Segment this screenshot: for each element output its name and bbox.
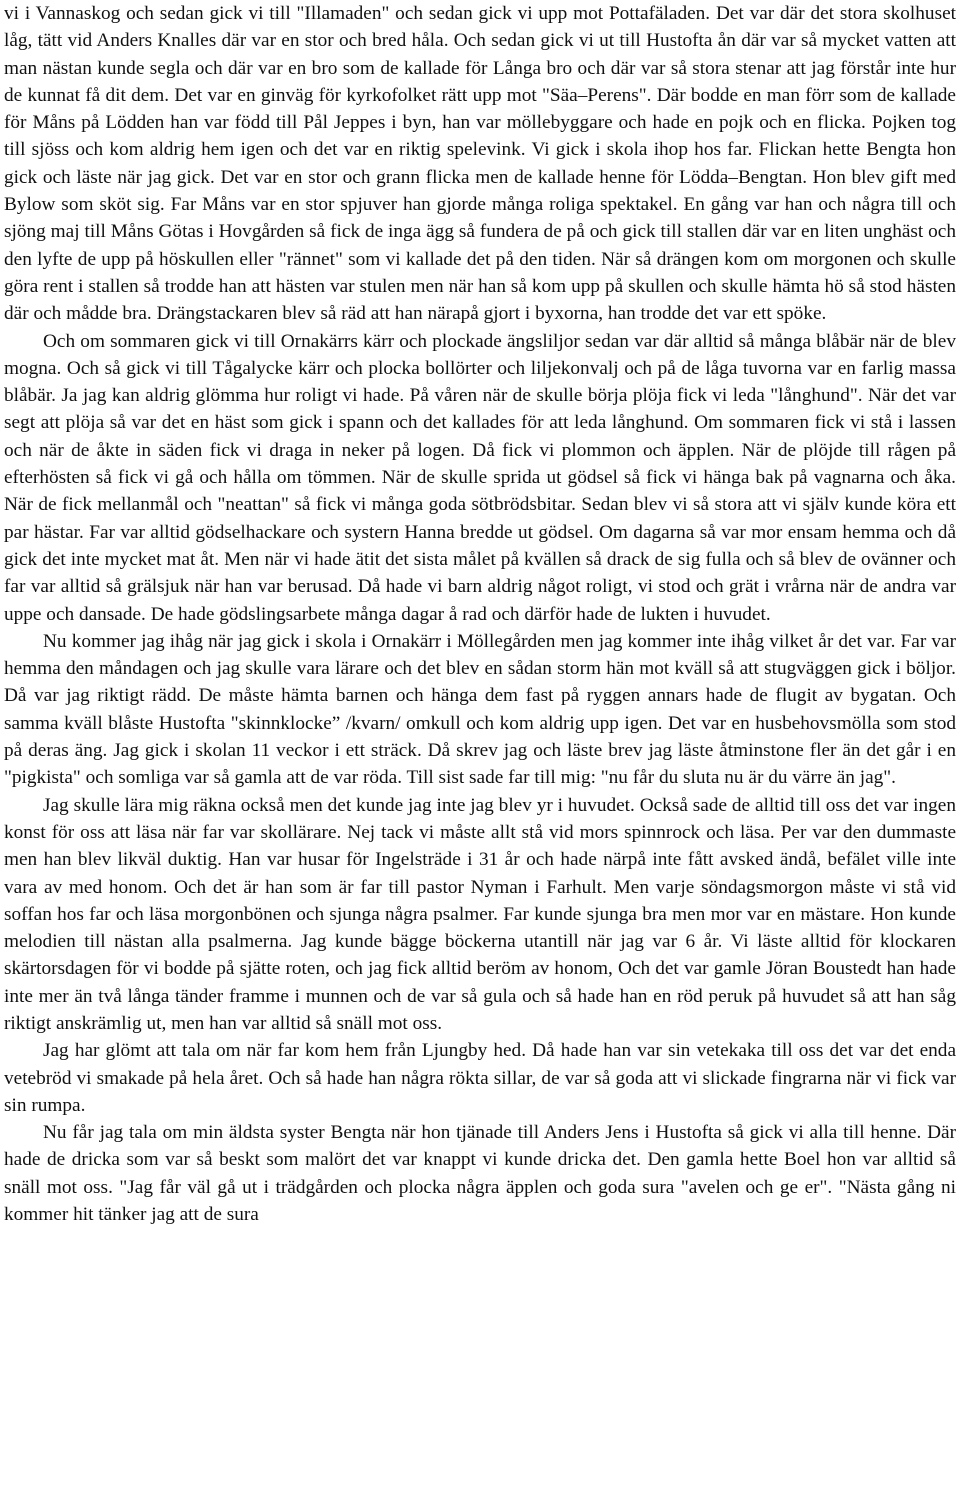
paragraph-5: Jag har glömt att tala om när far kom hem från Ljungby hed. Då hade han var sin vetekaka till oss det var det enda vetebröd vi smakade på hela året. Och så hade han några rökta sillar, de var så goda att vi slickade fingrarna när vi fick var sin rumpa.: [4, 1040, 956, 1116]
paragraph-2: Och om sommaren gick vi till Ornakärrs kärr och plockade ängsliljor sedan var där alltid så många blåbär när de blev mogna. Och så gick vi till Tågalycke kärr och plocka bollörter och liljekonvalj och på de låga tuvorna var en farlig massa blåbär. Ja jag kan aldrig glömma hur roligt vi hade. På våren när de skulle börja plöja fick vi leda "långhund". När det var segt att plöja så var det en häst som gick i spann och det kallades för att leda långhund. Om sommaren fick vi stå i lassen och när de åkte in säden fick vi draga in neker på logen. Då fick vi plommon och äpplen. När de plöjde till rågen på efterhösten så fick vi gå och hålla om tömmen. När de skulle sprida ut gödsel så fick vi hänga bak på vagnarna och åka. När de fick mellanmål och "neattan" så fick vi många goda sötbrödsbitar. Sedan blev vi så stora att vi själv kunde köra ett par hästar. Far var alltid gödselhackare och systern Hanna bredde ut gödsel. Om dagarna så var mor ensam hemma och då gick det inte mycket mat åt. Men när vi hade ätit det sista målet på kvällen så drack de sig fulla och så blev de ovänner och far var alltid så grälsjuk när han var berusad. Då hade vi barn aldrig något roligt, vi stod och grät i vrårna när de andra var uppe och dansade. De hade gödslingsarbete många dagar å rad och därför hade de lukten i huvudet.: [4, 330, 956, 625]
paragraph-1: vi i Vannaskog och sedan gick vi till "Illamaden" och sedan gick vi upp mot Pottafäladen. Det var där det stora skolhuset låg, tätt vid Anders Knalles där var en stor och bred håla. Och sedan gick vi ut till Hustofta ån där var så mycket vatten att man nästan kunde segla och där var en bro som de kallade för Långa bro och där var så stora stenar att jag förstår inte hur de kunnat få dit dem. Det var en ginväg för kyrkofolket rätt upp mot "Säa–Perens". Där bodde en man förr som de kallade för Måns på Lödden han var född till Pål Jeppes i byn, han var möllebyggare och hade en pojk och en flicka. Pojken tog till sjöss och kom aldrig hem igen och det var en riktig spelevink. Vi gick i skola ihop hos far. Flickan hette Bengta hon gick och läste när jag gick. Det var en stor och grann flicka men de kallade henne för Lödda–Bengtan. Hon blev gift med Bylow som sköt sig. Far Måns var en stor spjuver han gjorde många roliga spektakel. En gång var han och några till och sjöng maj till Måns Götas i Hovgården så fick de inga ägg så fundera de på och gick till stallen där var en liten unghäst och den lyfte de upp på höskullen eller "rännet" som vi kallade det på den tiden. När så drängen kom om morgonen och skulle göra rent i stallen så trodde han att hästen var stulen men när han så kom upp på skullen och skulle hämta hö så stod hästen där och mådde bra. Drängstackaren blev så räd att han närapå gjort i byxorna, han trodde det var ett spöke.: [4, 3, 956, 325]
paragraph-4: Jag skulle lära mig räkna också men det kunde jag inte jag blev yr i huvudet. Också sade de alltid till oss det var ingen konst för oss att läsa när far var skollärare. Nej tack vi måste allt stå vid mors spinnrock och läsa. Per var den dummaste men han blev likväl duktig. Han var husar för Ingelsträde i 31 år och hade närpå inte fått avsked ändå, befälet ville inte vara av med honom. Och det är han som är far till pastor Nyman i Farhult. Men varje söndagsmorgon måste vi stå vid soffan hos far och läsa morgonbönen och sjunga några psalmer. Far kunde sjunga bra men mor var en mästare. Hon kunde melodien till nästan alla psalmerna. Jag kunde bägge böckerna utantill när jag var 6 år. Vi läste alltid för klockaren skärtorsdagen för vi bodde på sjätte roten, och jag fick alltid beröm av honom, Och det var gamle Jöran Boustedt han hade inte mer än två långa tänder framme i munnen och de var så gula och så hade han en röd peruk på huvudet så att han såg riktigt anskrämlig ut, men han var alltid så snäll mot oss.: [4, 794, 956, 1034]
document-page: [4, 0, 956, 1228]
paragraph-6: Nu får jag tala om min äldsta syster Bengta när hon tjänade till Anders Jens i Hustofta så gick vi alla till henne. Där hade de dricka som var så beskt som malört det var knappt vi kunde dricka det. Den gamla hette Boel hon var alltid så snäll mot oss. "Jag får väl gå ut i trädgården och plocka några äpplen och goda sura "avelen och ge er". "Nästa gång ni kommer hit tänker jag att de sura: [4, 1122, 956, 1226]
paragraph-3: Nu kommer jag ihåg när jag gick i skola i Ornakärr i Möllegården men jag kommer inte ihåg vilket år det var. Far var hemma den måndagen och jag skulle vara lärare och det blev en sådan storm hän mot kväll så att stugväggen gick i böljor. Då var jag riktigt rädd. De måste hämta barnen och hänga dem fast på ryggen annars hade de flugit av bygatan. Och samma kväll blåste Hustofta "skinnklocke” /kvarn/ omkull och kom aldrig upp igen. Det var en husbehovsmölla som stod på deras äng. Jag gick i skolan 11 veckor i ett sträck. Då skrev jag och läste brev jag läste åtminstone fler än det går i en "pigkista" och somliga var så gamla att de var röda. Till sist sade far till mig: "nu får du sluta nu är du värre än jag".: [4, 630, 956, 789]
